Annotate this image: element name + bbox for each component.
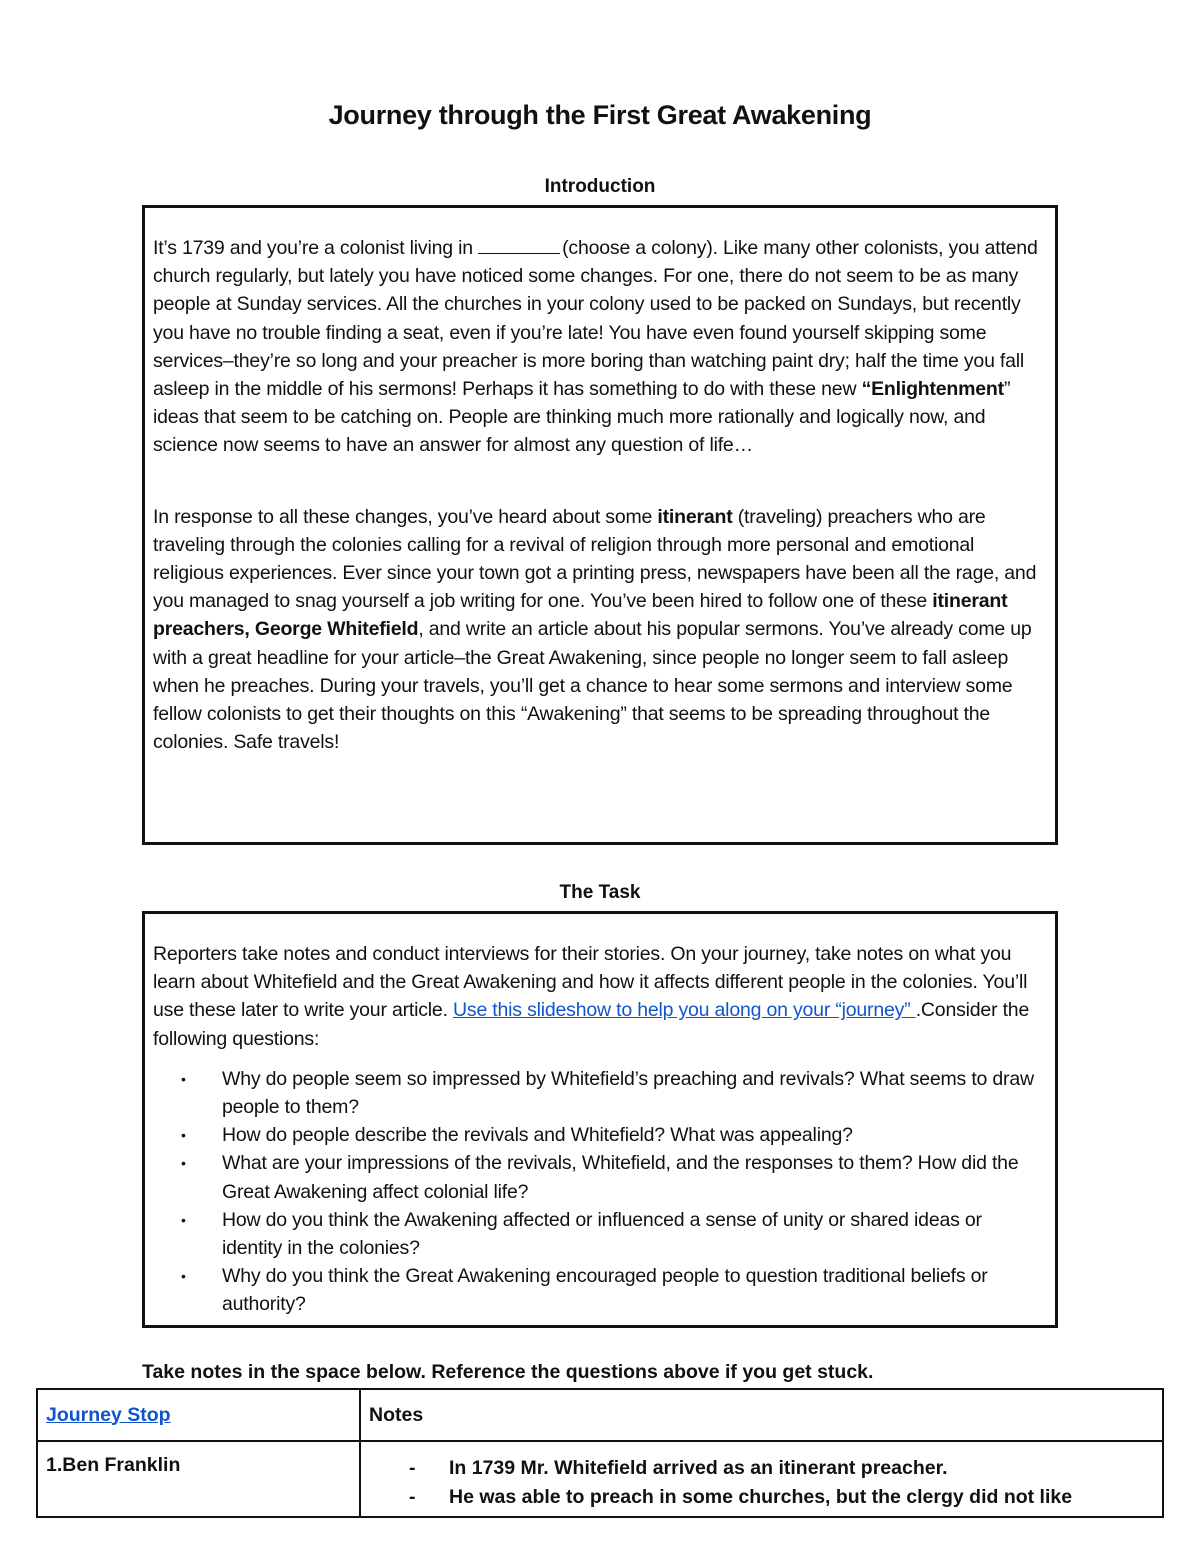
bullet-icon: • xyxy=(181,1070,186,1087)
intro-text: (traveling) preachers who are traveling through the colonies calling for a revival of religion through more personal and emotional religious experiences. Ever since your town got a printing press, newspapers have been all the rage, and you managed to snag yourself a job writing for one. You’ve been hired to follow one of these xyxy=(153,505,1037,613)
question-text: How do people describe the revivals and Whitefield? What was appealing? xyxy=(222,1124,853,1147)
question-text: Why do people seem so impressed by Whitefield’s preaching and revivals? What seems to draw people to them? xyxy=(222,1067,1034,1119)
slideshow-link[interactable]: Use this slideshow to help you along on your “journey” xyxy=(453,999,916,1022)
bullet-icon: • xyxy=(181,1268,186,1285)
bullet-icon: • xyxy=(181,1155,186,1172)
bullet-icon: • xyxy=(181,1127,186,1144)
header-journey-stop xyxy=(37,1389,360,1441)
document-title: Journey through the First Great Awakening xyxy=(328,100,872,130)
question-item xyxy=(145,1262,1055,1318)
notes-list xyxy=(369,1454,1154,1512)
dash-bullet-icon: - xyxy=(409,1457,416,1479)
introduction-paragraph-2 xyxy=(145,503,1055,757)
notes-table xyxy=(36,1388,1164,1518)
intro-text: , and write an article about his popular sermons. You’ve already come up with a great headline for your article–the Great Awakening, since people no longer seem to fall asleep when he preaches. During your travels, you’ll get a chance to hear some sermons and interview some fellow colonists to get their thoughts on this “Awakening” that seems to be spreading throughout the colonies. Safe travels! xyxy=(153,618,1032,754)
task-heading: The Task xyxy=(559,882,641,903)
intro-text: In response to all these changes, you’ve heard about some xyxy=(153,505,658,528)
intro-text: ” ideas that seem to be catching on. People are thinking much more rationally and logically now, and science now seems to have an answer for almost any question of life… xyxy=(153,378,1011,457)
questions-list xyxy=(145,1065,1055,1319)
bullet-icon: • xyxy=(181,1211,186,1228)
question-text: Why do you think the Great Awakening encouraged people to question traditional beliefs or authority? xyxy=(222,1265,988,1316)
task-paragraph xyxy=(145,940,1055,1053)
question-text: How do you think the Awakening affected or influenced a sense of unity or shared ideas or identity in the colonies? xyxy=(222,1208,982,1260)
header-notes: Notes xyxy=(360,1389,1163,1441)
table-header-row xyxy=(37,1389,1163,1441)
intro-text: (choose a colony). Like many other colonists, you attend church regularly, but lately you have noticed some changes. For one, there do not seem to be as many people at Sunday services. All the churches in your colony used to be packed on Sundays, but recently you have no trouble finding a seat, even if you’re late! You have even found yourself skipping some services–they’re so long and your preacher is more boring than watching paint dry; half the time you fall asleep in the middle of his sermons! Perhaps it has something to do with these new xyxy=(153,237,1038,401)
task-text: .Consider the following questions: xyxy=(153,999,1030,1050)
task-box xyxy=(142,911,1058,1328)
notes-cell[interactable] xyxy=(360,1441,1163,1517)
itinerant-term: itinerant xyxy=(657,505,733,528)
intro-text: It’s 1739 and you’re a colonist living in xyxy=(153,237,479,259)
question-item xyxy=(145,1065,1055,1121)
note-item xyxy=(399,1483,1154,1512)
journey-stop-link[interactable]: Journey Stop xyxy=(46,1403,171,1426)
note-text: In 1739 Mr. Whitefield arrived as an itinerant preacher. xyxy=(449,1457,948,1479)
question-item xyxy=(145,1121,1055,1149)
colony-blank-line xyxy=(478,235,560,254)
notes-instruction: Take notes in the space below. Reference the questions above if you get stuck. xyxy=(142,1361,874,1383)
table-row xyxy=(37,1441,1163,1517)
note-item xyxy=(399,1454,1154,1483)
question-item xyxy=(145,1149,1055,1205)
question-text: What are your impressions of the revivals, Whitefield, and the responses to them? How did the Great Awakening affect colonial life? xyxy=(222,1152,1019,1203)
introduction-box xyxy=(142,205,1058,845)
introduction-heading: Introduction xyxy=(544,176,656,197)
introduction-paragraph-1 xyxy=(145,234,1055,460)
enlightenment-term: “Enlightenment xyxy=(861,378,1004,401)
note-text: He was able to preach in some churches, but the clergy did not like xyxy=(449,1486,1073,1508)
whitefield-term: itinerant preachers, George Whitefield xyxy=(153,590,1008,641)
dash-bullet-icon: - xyxy=(409,1486,416,1508)
question-item xyxy=(145,1206,1055,1262)
journey-stop-cell[interactable]: 1.Ben Franklin xyxy=(37,1441,360,1517)
task-text: Reporters take notes and conduct interviews for their stories. On your journey, take notes on what you learn about Whitefield and the Great Awakening and how it affects different people in the colonies. You’ll use these later to write your article. xyxy=(153,943,1028,1022)
